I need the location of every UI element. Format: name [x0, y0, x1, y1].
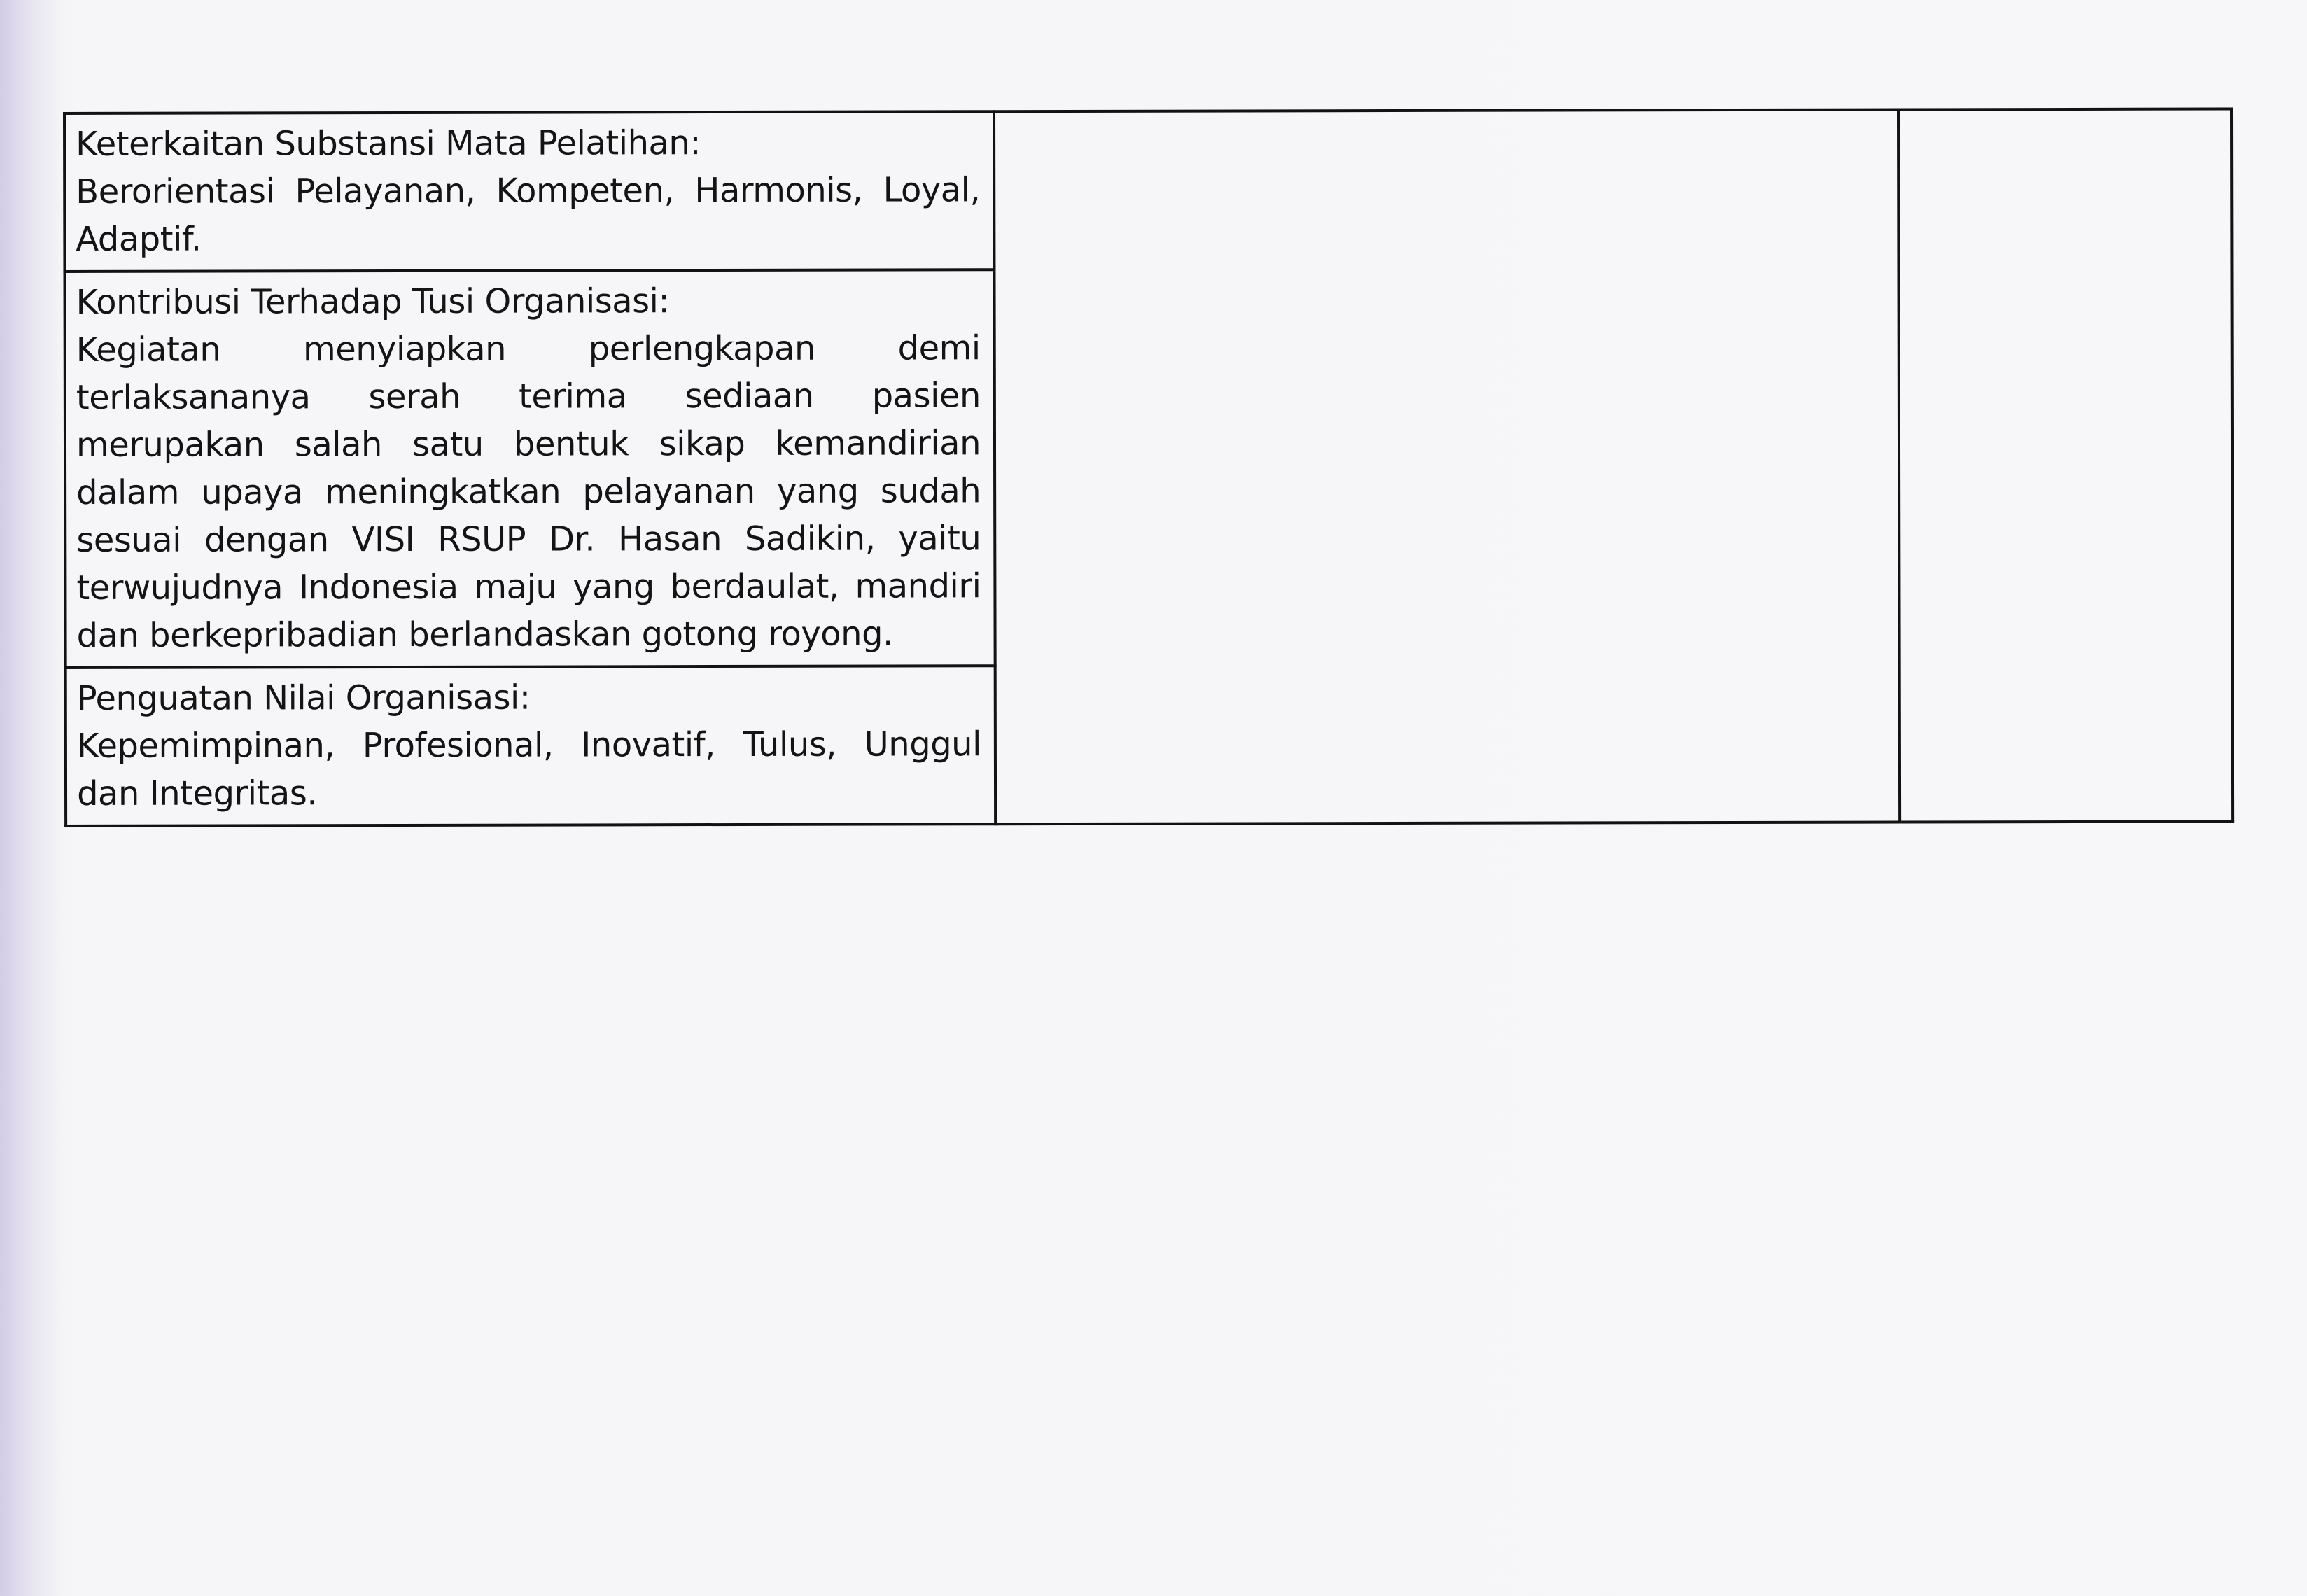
- section-heading-penguatan: Penguatan Nilai Organisasi:: [76, 678, 531, 718]
- cell-keterkaitan-substansi: [64, 111, 994, 272]
- section-body-keterkaitan: Berorientasi Pelayanan, Kompeten, Harmonis, Loyal, Adaptif.: [76, 170, 981, 259]
- document-table: [63, 108, 2234, 827]
- empty-column-middle: [994, 110, 1900, 825]
- section-heading-keterkaitan: Keterkaitan Substansi Mata Pelatihan:: [76, 123, 701, 164]
- section-body-penguatan: Kepemimpinan, Profesional, Inovatif, Tulus, Unggul dan Integritas.: [76, 724, 981, 813]
- section-heading-kontribusi: Kontribusi Terhadap Tusi Organisasi:: [76, 281, 670, 322]
- table-row: [64, 109, 2231, 272]
- scan-edge-shadow: [0, 0, 63, 1596]
- cell-penguatan-nilai: [66, 666, 995, 826]
- section-body-kontribusi: Kegiatan menyiapkan perlengkapan demi terlaksananya serah terima sediaan pasien merupakan salah satu bentuk sikap kemandirian dalam upaya meningkatkan pelayanan yang sudah sesuai dengan VISI RSUP Dr. Hasan Sadikin, yaitu terwujudnya Indonesia maju yang berdaulat, mandiri dan berkepribadian berlandaskan gotong royong.: [76, 328, 981, 655]
- cell-kontribusi-tusi: [64, 270, 995, 668]
- empty-column-right: [1898, 109, 2233, 822]
